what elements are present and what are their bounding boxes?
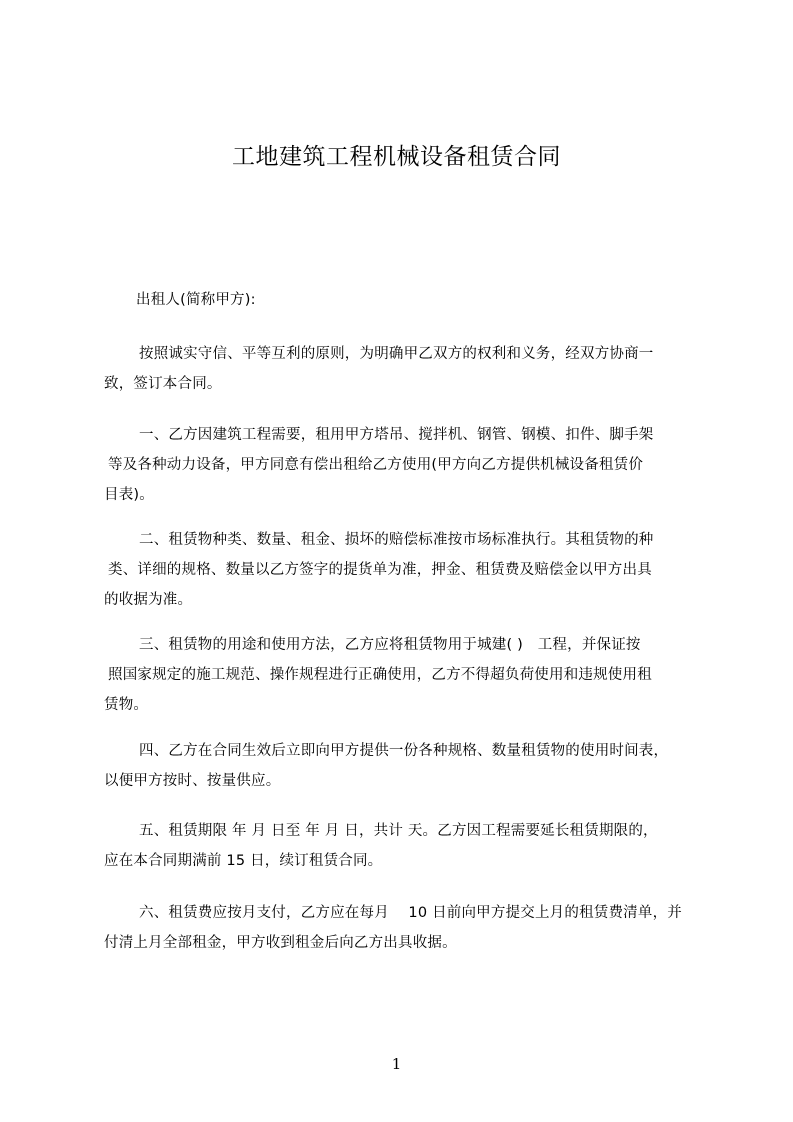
clause-2 bbox=[104, 525, 718, 615]
clause-line: 四、乙方在合同生效后立即向甲方提供一份各种规格、数量租赁物的使用时间表， bbox=[139, 743, 669, 759]
clause-line: 二、租赁物种类、数量、租金、损坏的赔偿标准按市场标准执行。其租赁物的种 bbox=[139, 532, 654, 548]
clause-5 bbox=[104, 816, 718, 876]
clause-4 bbox=[104, 736, 718, 796]
clause-line: 赁物。 bbox=[104, 697, 149, 713]
clause-line: 目表)。 bbox=[104, 487, 154, 503]
intro-paragraph bbox=[104, 339, 718, 399]
clause-line: 类、详细的规格、数量以乙方签字的提货单为准，押金、租赁费及赔偿金以甲方出具 bbox=[108, 562, 652, 578]
document-title: 工地建筑工程机械设备租赁合同 bbox=[232, 144, 561, 170]
clause-line: 等及各种动力设备，甲方同意有偿出租给乙方使用(甲方向乙方提供机械设备租赁价 bbox=[108, 457, 644, 473]
clause-line: 的收据为准。 bbox=[104, 592, 193, 608]
clause-line: 付清上月全部租金，甲方收到租金后向乙方出具收据。 bbox=[104, 935, 457, 951]
clause-line: 以便甲方按时、按量供应。 bbox=[104, 773, 281, 789]
page-number: 1 bbox=[391, 1055, 402, 1073]
intro-line: 致，签订本合同。 bbox=[104, 376, 222, 392]
clause-line: 一、乙方因建筑工程需要，租用甲方塔吊、搅拌机、钢管、钢模、扣件、脚手架 bbox=[139, 427, 654, 443]
clause-line: 照国家规定的施工规范、操作规程进行正确使用，乙方不得超负荷使用和违规使用租 bbox=[108, 667, 652, 683]
lessor-text: 出租人(简称甲方): bbox=[136, 292, 256, 308]
clause-line: 三、租赁物的用途和使用方法，乙方应将租赁物用于城建( ) 工程，并保证按 bbox=[139, 637, 641, 653]
clause-line: 应在本合同期满前 15 日，续订租赁合同。 bbox=[104, 853, 383, 869]
clause-6 bbox=[104, 898, 718, 958]
clause-3 bbox=[104, 630, 718, 720]
lessor-line bbox=[104, 285, 718, 315]
intro-line: 按照诚实守信、平等互利的原则，为明确甲乙双方的权利和义务，经双方协商一 bbox=[139, 346, 654, 362]
clause-line: 五、租赁期限 年 月 日至 年 月 日，共计 天。乙方因工程需要延长租赁期限的， bbox=[139, 823, 658, 839]
clause-1 bbox=[104, 420, 718, 510]
clause-line: 六、租赁费应按月支付，乙方应在每月 10 日前向甲方提交上月的租赁费清单，并 bbox=[139, 905, 682, 921]
